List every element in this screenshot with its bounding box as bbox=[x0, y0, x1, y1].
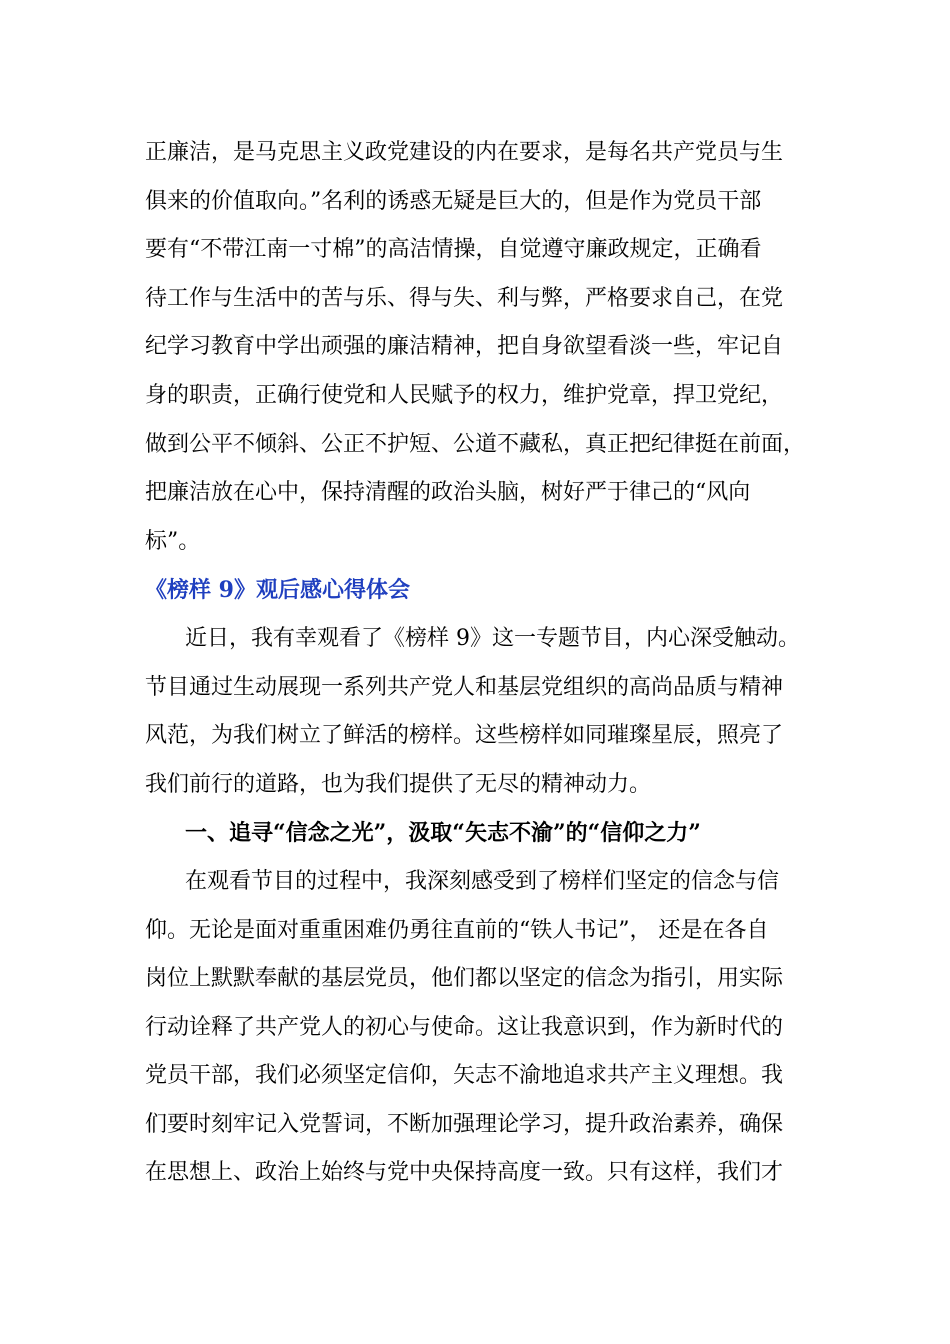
text-line: 把廉洁放在心中，保持清醒的政治头脑，树好严于律己的“风向 bbox=[145, 480, 751, 506]
text-line: 待工作与生活中的苦与乐、得与失、利与弊，严格要求自己，在党 bbox=[145, 285, 784, 311]
text-line: 正廉洁，是马克思主义政党建设的内在要求，是每名共产党员与生 bbox=[145, 140, 784, 165]
text-line: 仰。无论是面对重重困难仍勇往直前的“铁人书记”， 还是在各自 bbox=[145, 917, 769, 943]
previous-paragraph bbox=[145, 129, 821, 566]
text-line: 岗位上默默奉献的基层党员，他们都以坚定的信念为指引，用实际 bbox=[145, 966, 784, 992]
article-title: 《榜样 9》观后感心得体会 bbox=[145, 577, 410, 604]
text-line: 节目通过生动展现一系列共产党人和基层党组织的高尚品质与精神 bbox=[145, 674, 784, 700]
text-line: 在观看节目的过程中，我深刻感受到了榜样们坚定的信念与信 bbox=[185, 868, 780, 894]
text-line: 风范，为我们树立了鲜活的榜样。这些榜样如同璀璨星辰，照亮了 bbox=[145, 723, 784, 749]
text-line: 行动诠释了共产党人的初心与使命。这让我意识到，作为新时代的 bbox=[145, 1014, 784, 1040]
section-paragraph bbox=[145, 858, 821, 1198]
text-line: 俱来的价值取向。”名利的诱惑无疑是巨大的，但是作为党员干部 bbox=[145, 188, 762, 214]
text-line: 做到公平不倾斜、公正不护短、公道不藏私，真正把纪律挺在前面， bbox=[145, 431, 806, 457]
text-line: 们要时刻牢记入党誓词，不断加强理论学习，提升政治素养，确保 bbox=[145, 1111, 784, 1137]
document-page bbox=[145, 129, 821, 1198]
intro-paragraph bbox=[145, 615, 821, 809]
text-line: 党员干部，我们必须坚定信仰，矢志不渝地追求共产主义理想。我 bbox=[145, 1063, 784, 1089]
text-line: 纪学习教育中学出顽强的廉洁精神，把自身欲望看淡一些，牢记自 bbox=[145, 334, 784, 360]
text-line: 我们前行的道路，也为我们提供了无尽的精神动力。 bbox=[145, 771, 652, 797]
text-line: 在思想上、政治上始终与党中央保持高度一致。只有这样，我们才 bbox=[145, 1160, 784, 1186]
text-line: 要有“不带江南一寸棉”的高洁情操，自觉遵守廉政规定，正确看 bbox=[145, 237, 762, 263]
text-line: 身的职责，正确行使党和人民赋予的权力，维护党章，捍卫党纪， bbox=[145, 382, 784, 408]
section-heading: 一、追寻“信念之光”，汲取“矢志不渝”的“信仰之力” bbox=[185, 820, 701, 847]
text-line: 近日，我有幸观看了《榜样 9》这一专题节目，内心深受触动。 bbox=[185, 625, 800, 651]
text-line: 标”。 bbox=[145, 528, 201, 554]
